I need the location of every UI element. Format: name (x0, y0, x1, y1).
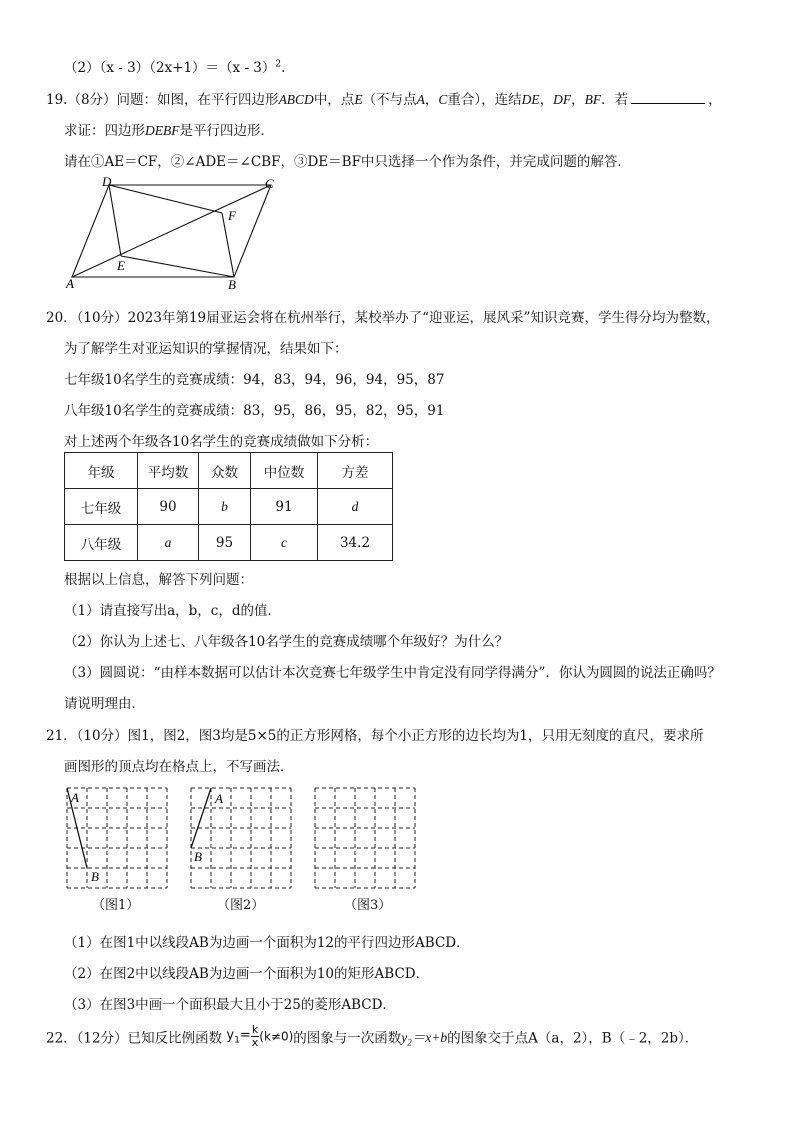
q20-line2: 为了解学生对亚运知识的掌握情况，结果如下： (64, 341, 348, 357)
q20-sub3-cont: 请说明理由． (64, 696, 145, 712)
q22-frac-den: x (251, 1036, 259, 1049)
label-a-fig2: A (215, 791, 223, 806)
q19-text: 中，点 (313, 92, 355, 108)
q22-frac-num: k (251, 1023, 259, 1036)
q22-eq: = (239, 1027, 251, 1043)
q21-sub2: （2）在图2中以线段AB为边画一个面积为10的矩形ABCD． (64, 966, 430, 982)
q19-a: A (416, 92, 425, 107)
segment-ab-fig2 (191, 788, 211, 848)
q20-sub2: （2）你认为上述七、八年级各10名学生的竞赛成绩哪个年级好？为什么？ (64, 634, 509, 650)
q20-grade8-scores: 八年级10名学生的竞赛成绩：83，95，86，95，82，95，91 (64, 403, 445, 419)
table-row (65, 525, 393, 561)
q19-text: ， (708, 92, 722, 108)
label-f: F (228, 208, 236, 223)
q19-parallelogram-figure (62, 176, 282, 294)
label-b-fig1: B (91, 869, 99, 884)
q19-df: DF (553, 92, 572, 107)
q19-line2 (64, 119, 274, 139)
table-header: 年级 (65, 453, 138, 489)
table-cell: 34.2 (318, 525, 393, 561)
q22-fraction (251, 1024, 260, 1049)
q21-fig3-caption: （图3） (344, 898, 392, 913)
q19-bf: BF (584, 92, 602, 107)
q20-analysis: 对上述两个年级各10名学生的竞赛成绩做如下分析： (64, 434, 379, 450)
table-cell: a (138, 525, 199, 561)
q19-c: C (438, 92, 448, 107)
prev-equation-tail: . (281, 60, 286, 76)
score-table (64, 452, 393, 561)
table-cell: c (251, 525, 318, 561)
segment-ac (72, 185, 271, 277)
segment-df (109, 185, 222, 213)
label-b: B (228, 277, 236, 292)
table-cell: 八年级 (65, 525, 138, 561)
q21-grid-figure-3 (314, 787, 418, 891)
q22-mid: 的图象与一次函数 (293, 1030, 402, 1047)
q21-sub3: （3）在图3中画一个面积最大且小于25的菱形ABCD． (64, 997, 396, 1013)
q22-y1-letter: y (226, 1027, 235, 1043)
q21-sub1: （1）在图1中以线段AB为边画一个面积为12的平行四边形ABCD． (64, 935, 470, 951)
q19-number: 19.（8分）问题：如图，在平行四边形 (46, 92, 279, 108)
q19-prove-tail: 是平行四边形． (179, 123, 274, 139)
q21-grid-figure-2 (190, 787, 294, 891)
table-header: 众数 (199, 453, 251, 489)
q22-tail: 的图象交于点A（a，2），B（﹣2，2b）． (447, 1030, 699, 1047)
q22-y1-sub: 1 (234, 1035, 240, 1046)
q19-text: ， (539, 92, 554, 108)
q19-answer-blank[interactable] (631, 91, 705, 104)
label-c: C (265, 176, 274, 191)
q19-text: ， (424, 92, 439, 108)
q19-text: 重合），连结 (447, 92, 522, 108)
q21-line2: 画图形的顶点均在格点上，不写画法． (64, 759, 294, 775)
q19-line1 (46, 88, 722, 108)
q20-sub1: （1）请直接写出a，b，c，d的值． (64, 603, 281, 619)
q19-prove: 求证：四边形 (64, 123, 145, 139)
q19-text: ， (571, 92, 585, 108)
table-cell: d (318, 489, 393, 525)
q19-de: DE (521, 92, 540, 107)
table-header-row (65, 453, 393, 489)
segment-de (109, 185, 121, 256)
q20-sub3: （3）圆圆说：“由样本数据可以估计本次竞赛七年级学生中肯定没有同学得满分”．你认为圆圆的说法正确吗？ (64, 665, 721, 681)
q19-line3: 请在①AE＝CF，②∠ADE＝∠CBF，③DE＝BF中只选择一个作为条件，并完成问题的解答． (64, 154, 631, 170)
q22-y1 (226, 1027, 251, 1046)
q20-intro: 根据以上信息，解答下列问题： (64, 572, 253, 588)
label-a-fig1: A (71, 790, 79, 805)
table-cell: 90 (138, 489, 199, 525)
table-header: 中位数 (251, 453, 318, 489)
q21-fig2-caption: （图2） (217, 898, 265, 913)
q21-fig1-caption: （图1） (92, 898, 140, 913)
q22-prefix: 22．（12分）已知反比例函数 (46, 1030, 223, 1047)
prev-equation-sup: 2 (275, 59, 282, 70)
q19-text: （不与点 (362, 92, 417, 108)
table-header: 平均数 (138, 453, 199, 489)
q20-line1: 20．（10分）2023年第19届亚运会将在杭州举行，某校举办了“迎亚运，展风采”知识竞赛，学生得分均为整数， (46, 310, 720, 326)
q22-line1 (46, 1024, 698, 1049)
q19-debf: DEBF (145, 123, 180, 138)
table-cell: 95 (199, 525, 251, 561)
table-cell: 91 (251, 489, 318, 525)
prev-equation (64, 56, 285, 76)
prev-equation-text: （2）（x - 3）（2x+1）＝（x - 3） (64, 60, 276, 76)
q22-y2-expr: ＝x+b (411, 1029, 448, 1045)
q22-cond: (k≠0) (259, 1029, 294, 1044)
q22-y2 (401, 1029, 448, 1048)
q19-abcd: ABCD (278, 92, 314, 107)
table-row (65, 489, 393, 525)
q22-y2-sub: 2 (407, 1037, 412, 1048)
q20-grade7-scores: 七年级10名学生的竞赛成绩：94，83，94，96，94，95，87 (64, 372, 445, 388)
label-e: E (117, 258, 125, 273)
label-a: A (66, 276, 74, 291)
q22-y2-letter: y (401, 1029, 408, 1045)
q19-text: ．若 (601, 92, 629, 108)
q21-line1: 21．（10分）图1，图2，图3均是5×5的正方形网格，每个小正方形的边长均为1，只用无刻度的直尺，要求所 (46, 728, 704, 744)
label-d: D (102, 176, 112, 189)
q19-e: E (354, 92, 363, 107)
segment-eb (121, 256, 234, 277)
label-b-fig2: B (194, 849, 202, 864)
table-cell: b (199, 489, 251, 525)
q21-grid-figure-1 (66, 787, 170, 891)
table-cell: 七年级 (65, 489, 138, 525)
table-header: 方差 (318, 453, 393, 489)
